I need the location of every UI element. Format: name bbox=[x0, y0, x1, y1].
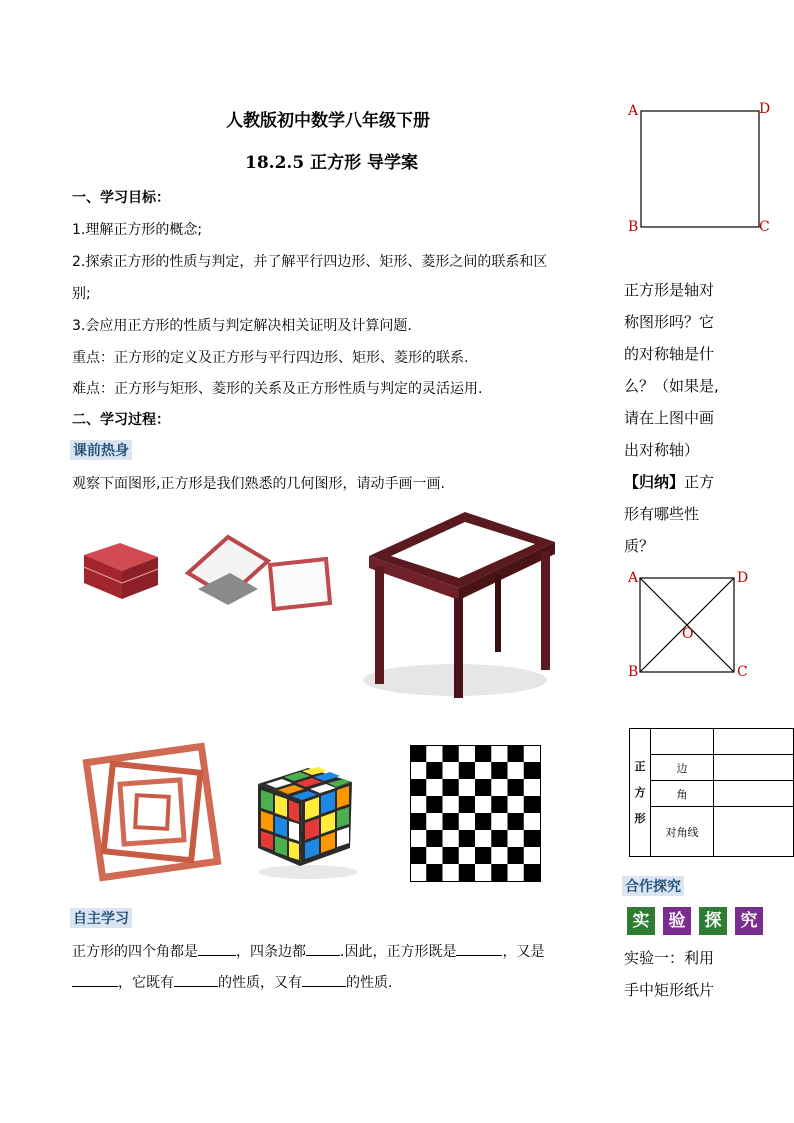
blank-also-is[interactable] bbox=[72, 973, 118, 987]
blank-angle[interactable] bbox=[198, 942, 236, 956]
goals-heading: 一、学习目标： bbox=[72, 190, 170, 206]
self-study-label: 自主学习 bbox=[70, 908, 132, 928]
label-c2: C bbox=[737, 664, 748, 680]
table-answer-cell[interactable] bbox=[714, 729, 794, 755]
square-table-image bbox=[355, 508, 560, 703]
page-title: 人教版初中数学八年级下册 bbox=[226, 111, 430, 131]
process-heading: 二、学习过程： bbox=[72, 412, 170, 428]
label-a2: A bbox=[628, 570, 639, 586]
label-a: A bbox=[628, 103, 639, 119]
square-properties-table bbox=[629, 728, 794, 857]
summary-line: 【归纳】正方 bbox=[624, 473, 715, 491]
seal-1: 实 bbox=[627, 907, 655, 935]
experiment-text: 实验一：利用 手中矩形纸片 bbox=[624, 949, 715, 999]
table-row-side: 边 bbox=[651, 755, 714, 781]
chessboard-image bbox=[410, 745, 543, 885]
symmetry-question: 正方形是轴对 称图形吗？它 的对称轴是什 么？（如果是, 请在上图中画 出对称轴） 【归纳】正方 形有哪些性 质？ bbox=[624, 281, 719, 555]
table-row-diagonal: 对角线 bbox=[651, 807, 714, 857]
label-b: B bbox=[628, 219, 639, 235]
difficulty-point: 难点：正方形与矩形、菱形的关系及正方形性质与判定的灵活运用. bbox=[72, 381, 483, 397]
blank-sides[interactable] bbox=[306, 942, 340, 956]
experiment-seals bbox=[627, 907, 771, 935]
goal-item-2b: 别; bbox=[72, 286, 91, 302]
nested-frames-image bbox=[82, 740, 227, 890]
self-study-line-2: ，它既有 的性质，又有 的性质. bbox=[72, 972, 392, 992]
label-o: O bbox=[682, 626, 694, 642]
warmup-label: 课前热身 bbox=[70, 440, 132, 460]
square-abcd-figure bbox=[624, 98, 774, 240]
key-point: 重点：正方形的定义及正方形与平行四边形、矩形、菱形的联系. bbox=[72, 350, 469, 366]
goal-item-3: 3.会应用正方形的性质与判定解决相关证明及计算问题. bbox=[72, 318, 412, 334]
blank-property-1[interactable] bbox=[174, 973, 218, 987]
table-answer-diagonal[interactable] bbox=[714, 807, 794, 857]
square-diagonals-figure bbox=[624, 568, 774, 680]
seal-3: 探 bbox=[699, 907, 727, 935]
table-answer-side[interactable] bbox=[714, 755, 794, 781]
table-answer-angle[interactable] bbox=[714, 781, 794, 807]
blank-is-a[interactable] bbox=[456, 942, 502, 956]
table-row-angle: 角 bbox=[651, 781, 714, 807]
label-c: C bbox=[759, 219, 770, 235]
goal-item-1: 1.理解正方形的概念; bbox=[72, 222, 203, 238]
seal-4: 究 bbox=[735, 907, 763, 935]
label-d: D bbox=[759, 101, 771, 117]
gift-boxes-image bbox=[80, 515, 365, 615]
coop-label: 合作探究 bbox=[622, 876, 684, 896]
page-subtitle: 18.2.5 正方形 导学案 bbox=[245, 153, 418, 173]
rubiks-cube-image bbox=[248, 762, 360, 882]
goal-item-2a: 2.探索正方形的性质与判定，并了解平行四边形、矩形、菱形之间的联系和区 bbox=[72, 254, 548, 270]
table-group-cell: 正 方 形 bbox=[630, 729, 651, 857]
warmup-text: 观察下面图形,正方形是我们熟悉的几何图形，请动手画一画. bbox=[72, 476, 445, 492]
seal-2: 验 bbox=[663, 907, 691, 935]
label-b2: B bbox=[628, 664, 639, 680]
label-d2: D bbox=[737, 570, 749, 586]
blank-property-2[interactable] bbox=[302, 973, 346, 987]
self-study-line-1: 正方形的四个角都是 ，四条边都 .因此，正方形既是 ，又是 bbox=[72, 944, 545, 960]
